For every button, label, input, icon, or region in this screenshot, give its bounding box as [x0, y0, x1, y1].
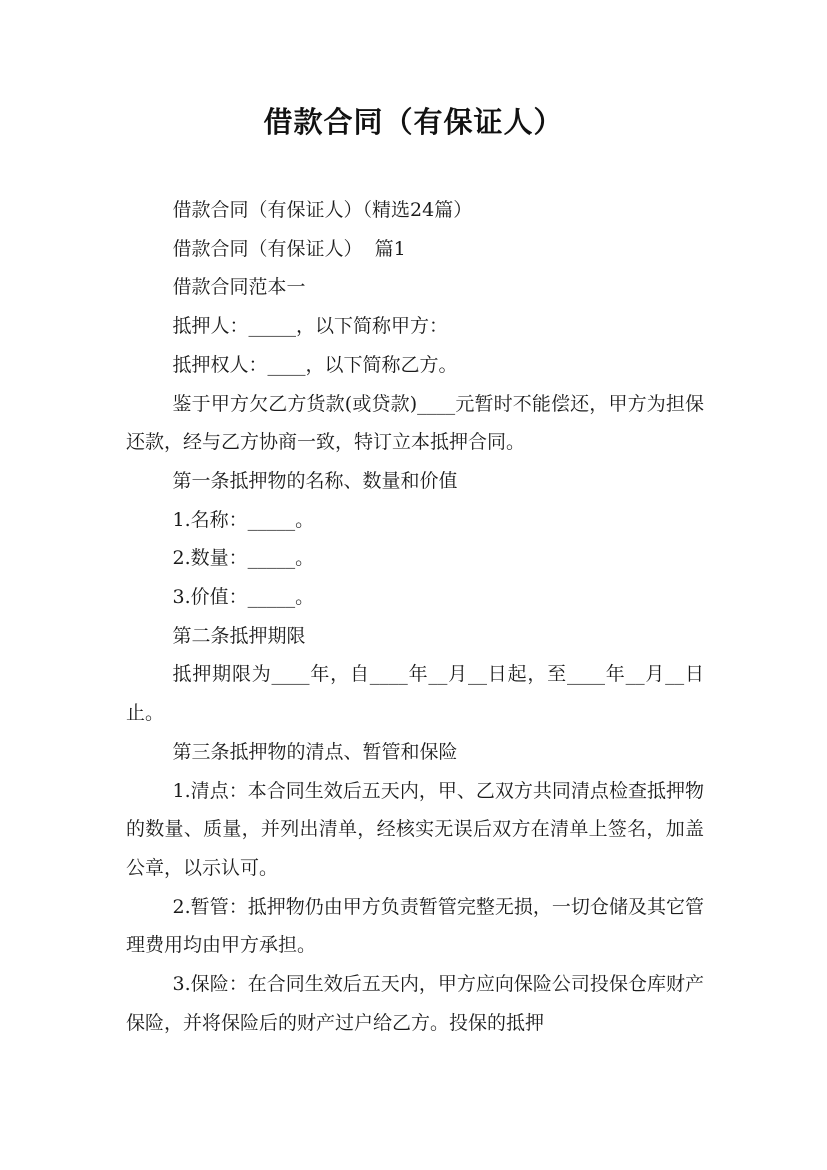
- paragraph-mortgagor: 抵押人：_____，以下简称甲方：: [172, 315, 449, 338]
- article-3-heading: 第三条抵押物的清点、暂管和保险: [172, 740, 458, 763]
- document-body: [126, 191, 704, 1042]
- paragraph-section-heading: 借款合同（有保证人） 篇1: [172, 237, 406, 260]
- article-1-item-name: 1.名称：_____。: [172, 508, 315, 531]
- paragraph-preamble: 鉴于甲方欠乙方货款(或贷款)____元暂时不能偿还，甲方为担保还款，经与乙方协商一致，特订立本抵押合同。: [126, 392, 704, 454]
- article-2-term: 抵押期限为____年，自____年__月__日起，至____年__月__日止。: [126, 663, 704, 725]
- article-3-item-custody: 2.暂管：抵押物仍由甲方负责暂管完整无损，一切仓储及其它管理费用均由甲方承担。: [126, 895, 704, 957]
- article-2-heading: 第二条抵押期限: [172, 624, 306, 647]
- article-1-item-quantity: 2.数量：_____。: [172, 547, 315, 570]
- article-3-item-insurance: 3.保险：在合同生效后五天内，甲方应向保险公司投保仓库财产保险，并将保险后的财产过户给乙方。投保的抵押: [126, 973, 704, 1034]
- document-title: 借款合同（有保证人）: [263, 105, 564, 139]
- article-1-heading: 第一条抵押物的名称、数量和价值: [172, 469, 458, 492]
- paragraph-mortgagee: 抵押权人：____，以下简称乙方。: [172, 353, 458, 376]
- article-1-item-value: 3.价值：_____。: [172, 586, 315, 609]
- paragraph-subtitle: 借款合同（有保证人）（精选24篇）: [172, 199, 473, 221]
- article-3-item-inventory: 1.清点：本合同生效后五天内，甲、乙双方共同清点检查抵押物的数量、质量，并列出清单，经核实无误后双方在清单上签名，加盖公章，以示认可。: [126, 779, 704, 879]
- paragraph-template-heading: 借款合同范本一: [172, 276, 306, 299]
